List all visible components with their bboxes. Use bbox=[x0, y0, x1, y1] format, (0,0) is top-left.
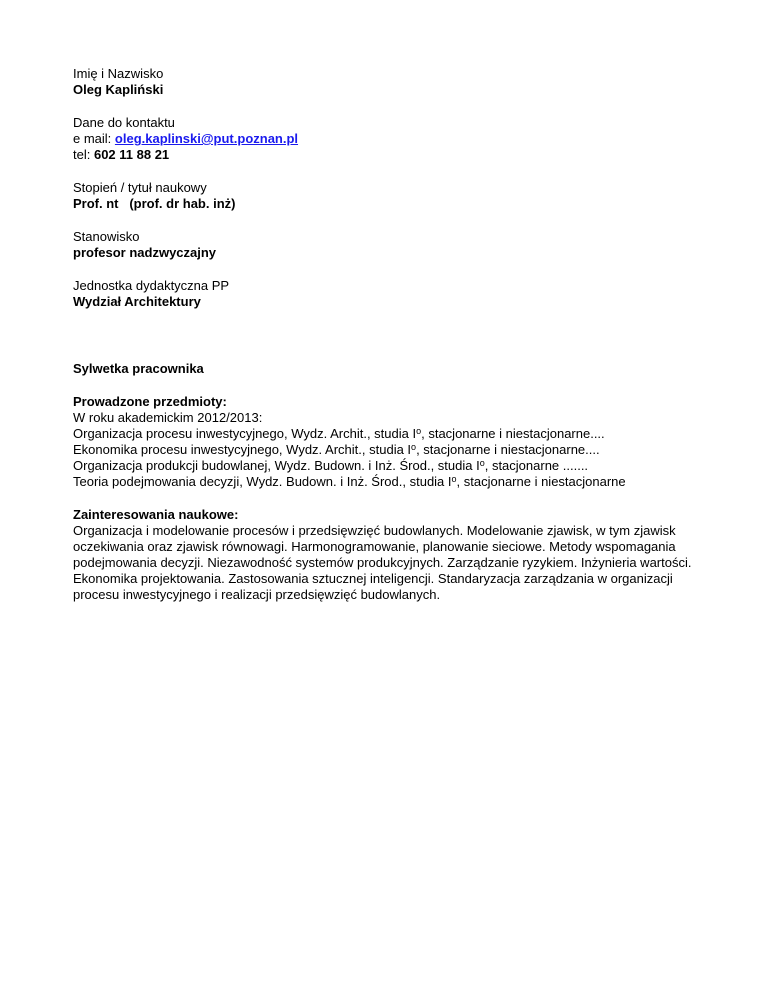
position-label: Stanowisko bbox=[73, 229, 140, 244]
course-degree-sup: o bbox=[479, 458, 485, 468]
degree-label: Stopień / tytuł naukowy bbox=[73, 180, 207, 195]
interests-heading: Zainteresowania naukowe: bbox=[73, 507, 239, 522]
courses-intro: W roku akademickim 2012/2013: bbox=[73, 410, 263, 425]
interests-line: oczekiwania oraz zjawisk równowagi. Harmonogramowanie, planowanie sieciowe. Metody wspomagania bbox=[73, 539, 676, 554]
course-text: Organizacja procesu inwestycyjnego, Wydz. Archit., studia I bbox=[73, 426, 417, 441]
course-mode: , stacjonarne ....... bbox=[484, 458, 589, 473]
degree-value: Prof. nt (prof. dr hab. inż) bbox=[73, 196, 236, 211]
name-section bbox=[73, 66, 698, 98]
name-label: Imię i Nazwisko bbox=[73, 66, 164, 81]
course-item bbox=[73, 474, 698, 490]
contact-section bbox=[73, 115, 698, 163]
email-link[interactable]: oleg.kaplinski@put.poznan.pl bbox=[114, 131, 299, 146]
unit-value: Wydział Architektury bbox=[73, 294, 201, 309]
course-degree-sup: o bbox=[411, 442, 417, 452]
tel-value: 602 11 88 21 bbox=[93, 147, 170, 162]
course-mode: , stacjonarne i niestacjonarne.... bbox=[416, 442, 600, 457]
name-value: Oleg Kapliński bbox=[73, 82, 164, 97]
position-section bbox=[73, 229, 698, 261]
profile-heading-block bbox=[73, 361, 698, 377]
unit-label: Jednostka dydaktyczna PP bbox=[73, 278, 230, 293]
position-value: profesor nadzwyczajny bbox=[73, 245, 217, 260]
interests-line: Organizacja i modelowanie procesów i przedsięwzięć budowlanych. Modelowanie zjawisk, w tym zjawisk bbox=[73, 523, 676, 538]
section-spacer bbox=[73, 327, 698, 361]
course-mode: , stacjonarne i niestacjonarne bbox=[456, 474, 626, 489]
interests-line: podejmowania decyzji. Niezawodność systemów produkcyjnych. Zarządzanie ryzykiem. Inżynieria wartości. bbox=[73, 555, 692, 570]
tel-prefix: tel: bbox=[73, 147, 94, 162]
tel-line bbox=[73, 147, 698, 163]
degree-section bbox=[73, 180, 698, 212]
interests-line: Ekonomika projektowania. Zastosowania sztucznej inteligencji. Standaryzacja zarządzania w organizacji bbox=[73, 571, 673, 586]
courses-heading: Prowadzone przedmioty: bbox=[73, 394, 227, 409]
course-text: Organizacja produkcji budowlanej, Wydz. Budown. i Inż. Środ., studia I bbox=[73, 458, 480, 473]
courses-section bbox=[73, 394, 698, 490]
email-prefix: e mail: bbox=[73, 131, 115, 146]
contact-label: Dane do kontaktu bbox=[73, 115, 175, 130]
course-degree-sup: o bbox=[416, 426, 422, 436]
unit-section bbox=[73, 278, 698, 310]
email-line bbox=[73, 131, 698, 147]
course-item bbox=[73, 458, 698, 474]
profile-heading: Sylwetka pracownika bbox=[73, 361, 204, 376]
course-text: Ekonomika procesu inwestycyjnego, Wydz. Archit., studia I bbox=[73, 442, 412, 457]
course-item bbox=[73, 426, 698, 442]
interests-section bbox=[73, 507, 698, 603]
course-mode: , stacjonarne i niestacjonarne.... bbox=[421, 426, 605, 441]
course-text: Teoria podejmowania decyzji, Wydz. Budown. i Inż. Środ., studia I bbox=[73, 474, 452, 489]
course-item bbox=[73, 442, 698, 458]
interests-line: procesu inwestycyjnego i realizacji przedsięwzięć budowlanych. bbox=[73, 587, 441, 602]
course-degree-sup: o bbox=[451, 474, 457, 484]
